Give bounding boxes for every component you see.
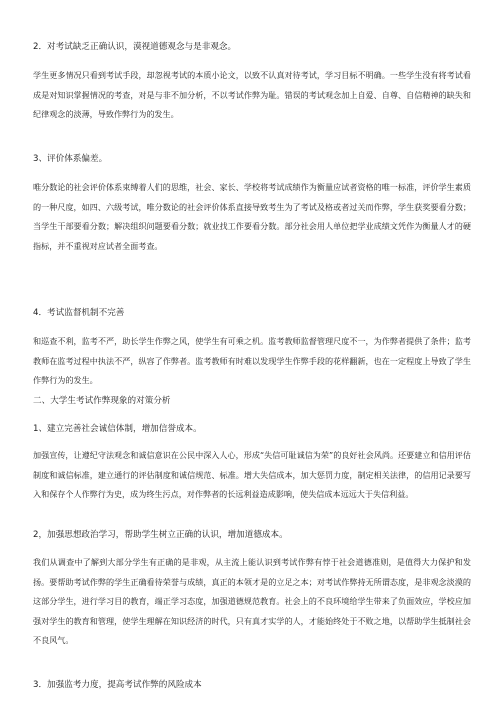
paragraph-evaluation-bias: 唯分数论的社会评价体系束缚着人们的思维，社会、家长、学校将考试成绩作为衡量应试者资格的唯一标准，评价学生素质的一种尺度，如四、六级考试，唯分数论的社会评价体系直接导致考生为了考试及格或者过关而作弊，学生获奖要看分数；当学生干部要看分数；解决组织问题要看分数；就业找工作要看分数。部分社会用人单位把学业成绩文凭作为衡量人才的硬指标，并不重视对应试者全面考查。 [33,182,471,251]
paragraph-exam-attitude: 学生更多情况只看到考试手段，却忽视考试的本质小论文，以致不认真对待考试，学习目标不明确。一些学生没有将考试看成是对知识掌握情况的考查，对是与非不加分析，不以考试作弊为耻。错误的考试观念加上自爱、自尊、自信精神的缺失和纪律观念的淡薄，导致作弊行为的发生。 [33,70,471,119]
heading-supervision: 4．考试监督机制不完善 [33,308,125,318]
heading-evaluation-bias: 3、评价体系偏差。 [33,154,108,164]
heading-political-study: 2，加强思想政治学习，帮助学生树立正确的认识，增加道德成本。 [33,530,288,540]
heading-countermeasures: 二、大学生考试作弊现象的对策分析 [33,396,171,406]
heading-exam-supervision: 3．加强监考力度，提高考试作弊的风险成本 [33,680,202,690]
heading-exam-attitude: 2．对考试缺乏正确认识，漠视道德观念与是非观念。 [33,42,237,52]
paragraph-credit-system: 加强宣传，让遵纪守法观念和诚信意识在公民中深入人心，形成“失信可耻诚信为荣”的良好社会风尚。还要建立和信用评估制度和诚信标准，建立通行的评估制度和诚信规范、标准。增大失信成本，加大惩罚力度，制定相关法律，的信用记录要写入和保存个人作弊行为史，成为终生污点，对作弊者的长远利益造成影响，使失信成本远远大于失信利益。 [33,450,471,499]
paragraph-supervision: 和巡查不利，监考不严，助长学生作弊之风，使学生有可乘之机。监考教师监督管理尺度不一，为作弊者提供了条件；监考教师在监考过程中执法不严，纵容了作弊者。监考教师有时难以发现学生作弊手段的花样翻新，也在一定程度上导致了学生作弊行为的发生。 [33,336,471,385]
heading-credit-system: 1、建立完善社会诚信体制，增加信誉成本。 [33,424,202,434]
paragraph-political-study: 我们从调查中了解到大部分学生有正确的是非观，从主流上能认识到考试作弊有悖于社会道德准则，是值得大力保护和发扬。要帮助考试作弊的学生正确看待荣誉与成绩，真正的本领才是的立足之本；对考试作弊持无所谓态度，是非观念淡漠的这部分学生，进行学习目的教育，端正学习态度，加强道德规范教育。社会上的不良环境给学生带来了负面效应，学校应加强对学生的教育和管理，使学生理解在知识经济的时代，只有真才实学的人，才能始终处于不败之地，以帮助学生抵制社会不良风气。 [33,557,471,645]
